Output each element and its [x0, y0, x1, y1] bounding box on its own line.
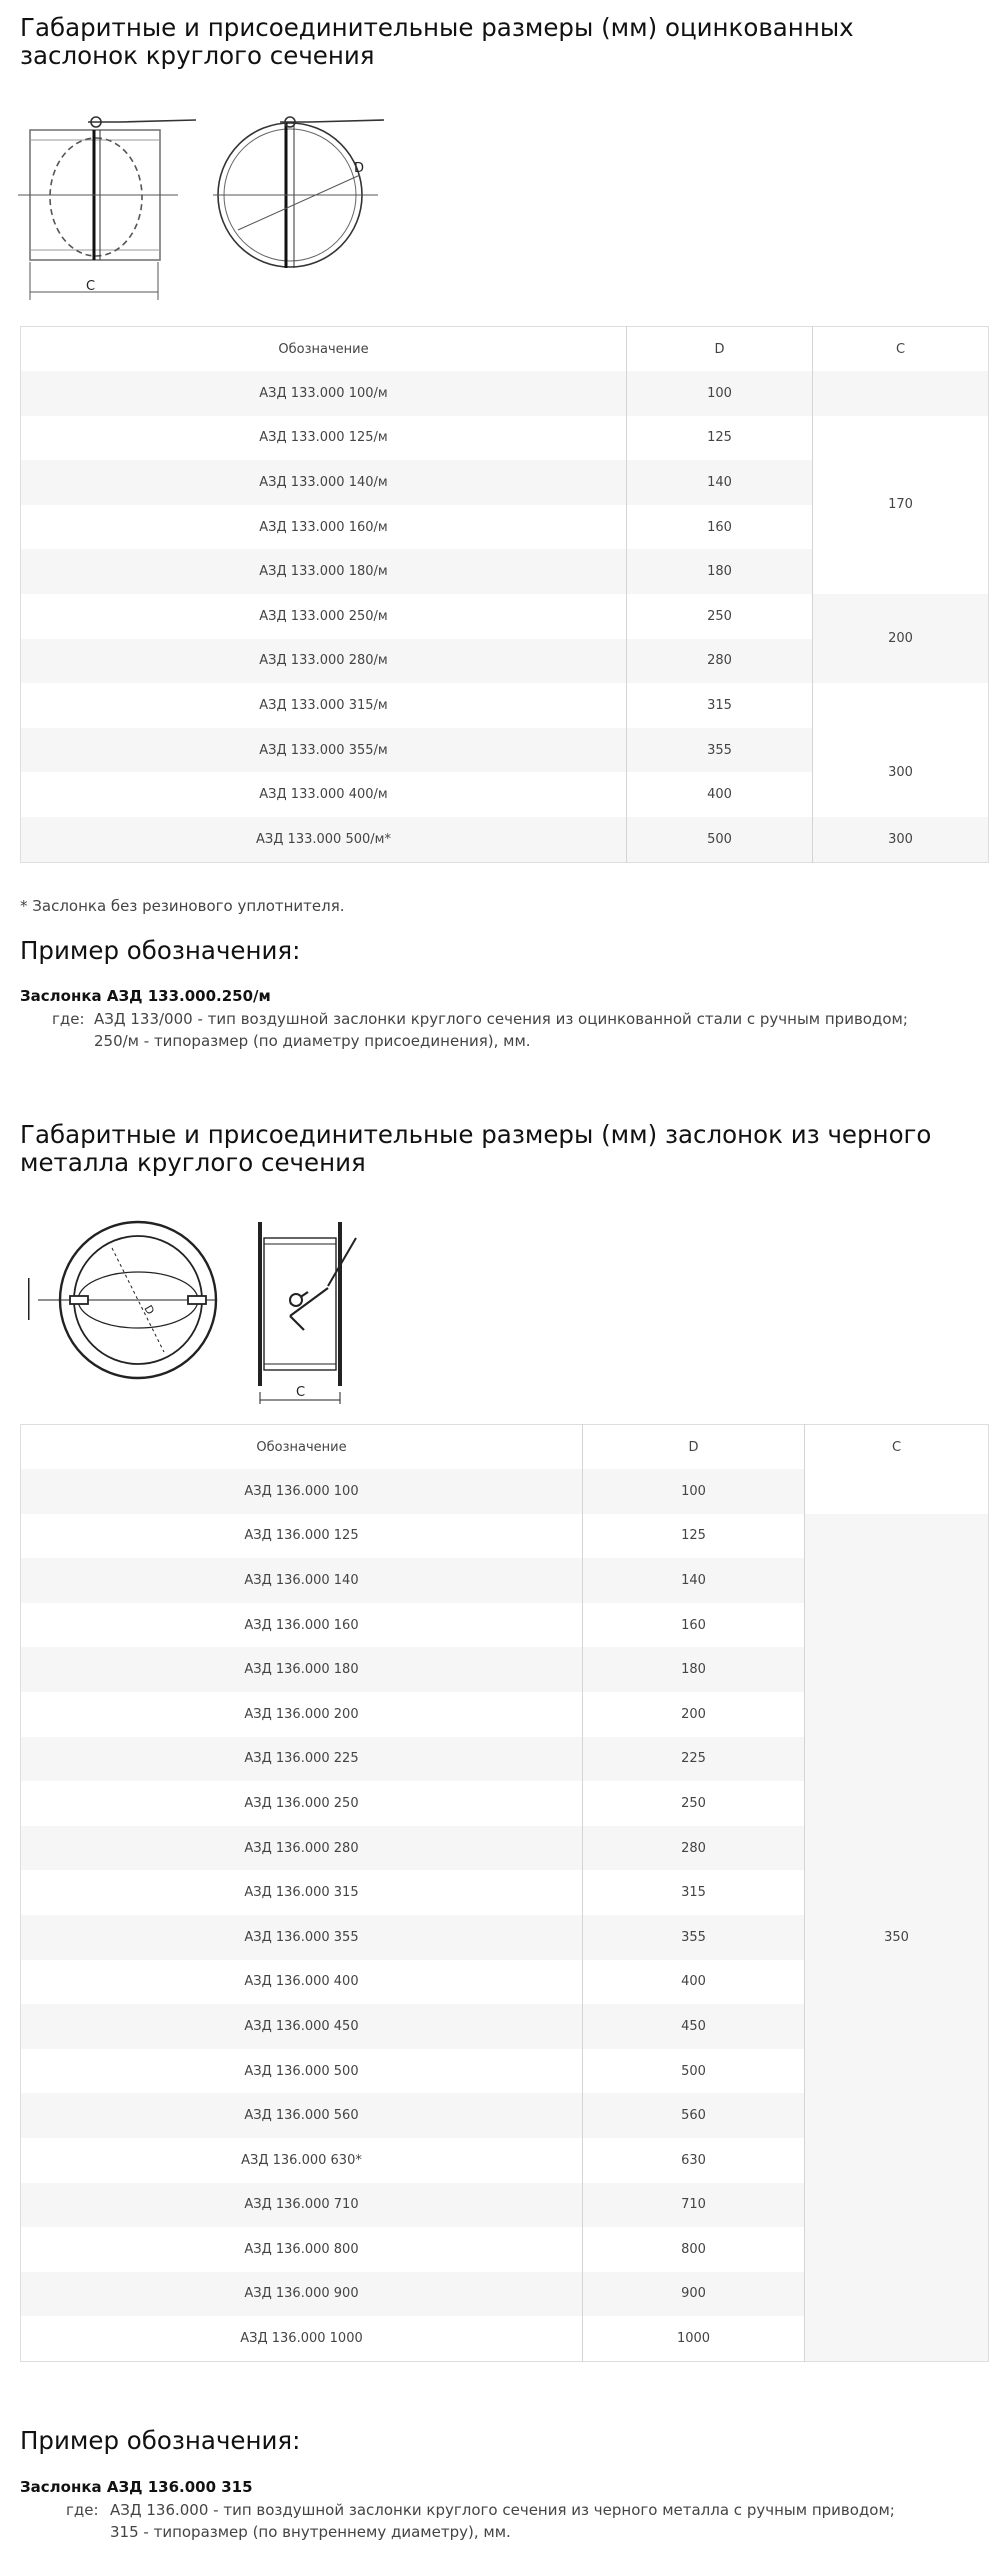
table-row: АЗД 133.000 140/м 140 — [21, 460, 989, 505]
c-value-cell: 350 — [805, 1514, 989, 2362]
table-row: АЗД 136.000 100 100 — [21, 1469, 989, 1514]
black-metal-damper-drawing — [28, 1208, 388, 1408]
table-row: АЗД 136.000 500 500 — [21, 2049, 989, 2094]
example-description: где: АЗД 133/000 - тип воздушной заслонки круглого сечения из оцинкованной стали с ручным приводом; 250/м - типоразмер (по диаметру присоединения), мм. — [52, 1010, 908, 1050]
table-row: АЗД 136.000 450 450 — [21, 2004, 989, 2049]
table-header — [21, 1425, 989, 1470]
c-value-cell: 300 — [813, 728, 989, 817]
header-designation: Обозначение — [21, 327, 627, 372]
table-row: АЗД 136.000 200 200 — [21, 1692, 989, 1737]
section2-title: Габаритные и присоединительные размеры (мм) заслонок из черного металла круглого сечения — [20, 1120, 932, 1177]
table-row: АЗД 136.000 710 710 — [21, 2183, 989, 2228]
header-designation: Обозначение — [21, 1425, 583, 1470]
table-row: АЗД 136.000 800 800 — [21, 2227, 989, 2272]
table-row: АЗД 136.000 225 225 — [21, 1737, 989, 1782]
header-d: D — [583, 1425, 805, 1470]
table-row: АЗД 136.000 1000 1000 — [21, 2316, 989, 2361]
table-header — [21, 327, 989, 372]
table-row: АЗД 136.000 250 250 — [21, 1781, 989, 1826]
header-c: C — [891, 1439, 902, 1455]
black-metal-dimensions-table — [20, 1424, 989, 2362]
table-row: АЗД 133.000 500/м* 500 300 — [21, 817, 989, 862]
footnote: * Заслонка без резинового уплотнителя. — [20, 897, 345, 915]
drawing-d-label: D — [354, 161, 365, 176]
table-row: АЗД 136.000 355 355 — [21, 1915, 989, 1960]
galvanized-damper-drawing — [18, 100, 388, 310]
table-row: АЗД 133.000 400/м 400 — [21, 772, 989, 817]
table-row: АЗД 136.000 560 560 — [21, 2093, 989, 2138]
example-heading: Пример обозначения: — [20, 2426, 301, 2455]
table-row: АЗД 133.000 250/м 250 200 — [21, 594, 989, 639]
table-row: АЗД 136.000 140 140 — [21, 1558, 989, 1603]
table-row: АЗД 133.000 280/м 280 — [21, 639, 989, 684]
table-row: АЗД 133.000 125/м 125 170 — [21, 416, 989, 461]
drawing-d-label: D — [141, 1303, 157, 1317]
table-row: АЗД 136.000 400 400 — [21, 1960, 989, 2005]
table-row: АЗД 133.000 100/м 100 — [21, 371, 989, 416]
c-value-cell: 170 — [813, 416, 989, 594]
table-row: АЗД 133.000 355/м 355 300 — [21, 728, 989, 773]
galvanized-dimensions-table — [20, 326, 989, 863]
table-row: АЗД 133.000 315/м 315 — [21, 683, 989, 728]
table-row: АЗД 136.000 900 900 — [21, 2272, 989, 2317]
table-row: АЗД 136.000 160 160 — [21, 1603, 989, 1648]
table-row: АЗД 133.000 160/м 160 — [21, 505, 989, 550]
drawing-c-label: C — [296, 1385, 306, 1400]
example-description: где: АЗД 136.000 - тип воздушной заслонки круглого сечения из черного металла с ручным приводом; 315 - типоразмер (по внутреннему диаметру), мм. — [66, 2501, 895, 2541]
table-row: АЗД 136.000 630* 630 — [21, 2138, 989, 2183]
table-row: АЗД 133.000 180/м 180 — [21, 549, 989, 594]
c-value-cell: 200 — [813, 594, 989, 683]
table-row: АЗД 136.000 315 315 — [21, 1870, 989, 1915]
drawing-c-label: C — [86, 279, 96, 294]
section1-title: Габаритные и присоединительные размеры (мм) оцинкованных заслонок круглого сечения — [20, 13, 854, 70]
example-name: Заслонка АЗД 136.000 315 — [20, 2478, 253, 2496]
example-heading: Пример обозначения: — [20, 936, 301, 965]
example-name: Заслонка АЗД 133.000.250/м — [20, 987, 271, 1005]
table-row: АЗД 136.000 180 180 — [21, 1647, 989, 1692]
header-c: C — [895, 341, 906, 357]
table-row: АЗД 136.000 280 280 — [21, 1826, 989, 1871]
c-value-cell: 300 — [813, 817, 989, 862]
header-d: D — [627, 327, 813, 372]
table-row: АЗД 136.000 125 125 350 — [21, 1514, 989, 1559]
